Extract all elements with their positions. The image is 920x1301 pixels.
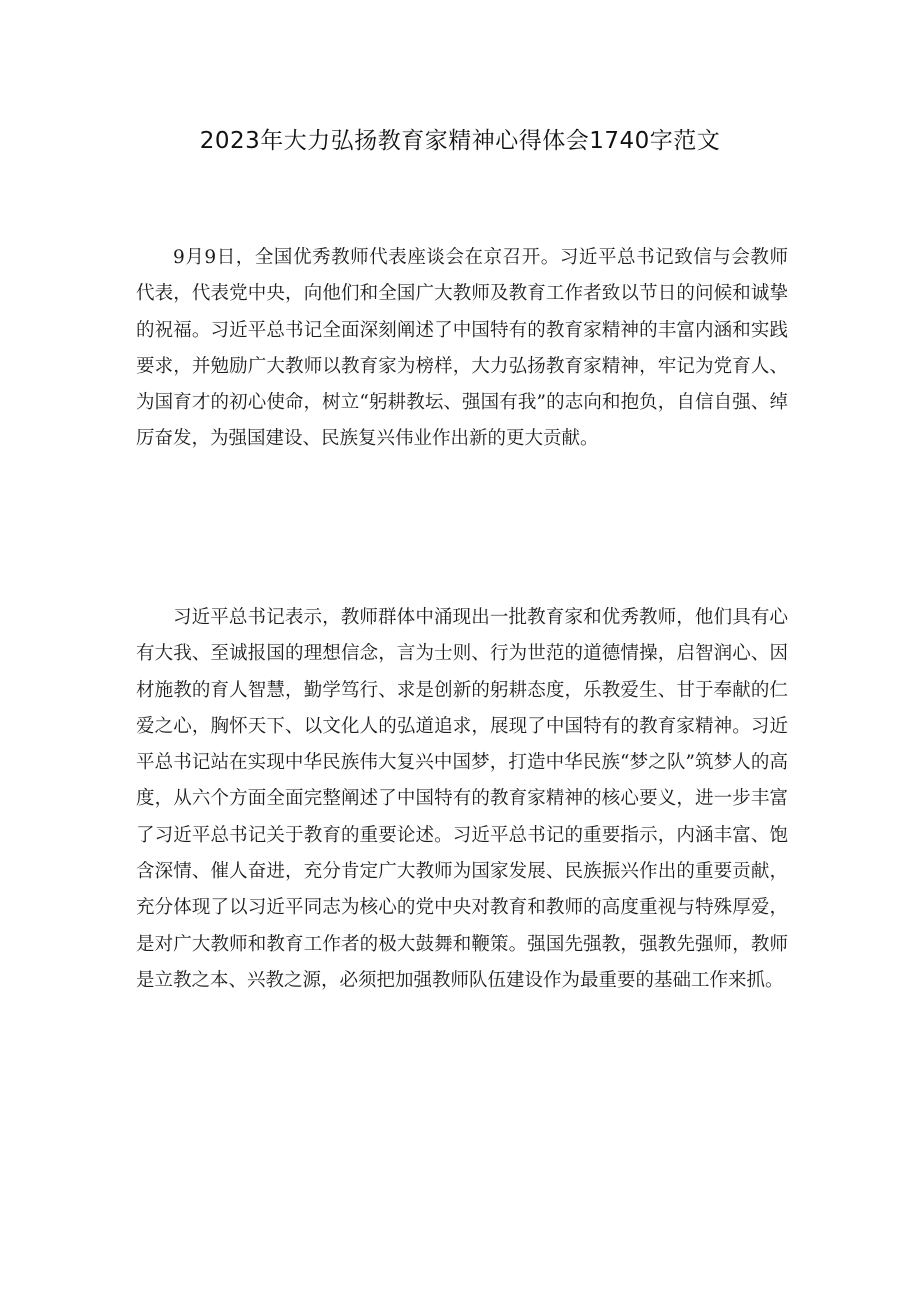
paragraph-1: 9月9日，全国优秀教师代表座谈会在京召开。习近平总书记致信与会教师代表，代表党中央，向他们和全国广大教师及教育工作者致以节日的问候和诚挚的祝福。习近平总书记全面深刻阐述了中国特有的教育家精神的丰富内涵和实践要求，并勉励广大教师以教育家为榜样，大力弘扬教育家精神，牢记为党育人、为国育才的初心使命，树立“躬耕教坛、强国有我”的志向和抱负，自信自强、绰厉奋发，为强国建设、民族复兴伟业作出新的更大贡献。 (136, 247, 788, 450)
document-title: 2023年大力弘扬教育家精神心得体会1740字范文 (199, 128, 721, 154)
paragraph-2: 习近平总书记表示，教师群体中涌现出一批教育家和优秀教师，他们具有心有大我、至诚报国的理想信念，言为士则、行为世范的道德情操，启智润心、因材施教的育人智慧，勤学笃行、求是创新的躬耕态度，乐教爱生、甘于奉献的仁爱之心，胸怀天下、以文化人的弘道追求，展现了中国特有的教育家精神。习近平总书记站在实现中华民族伟大复兴中国梦，打造中华民族“梦之队”筑梦人的高度，从六个方面全面完整阐述了中国特有的教育家精神的核心要义，进一步丰富了习近平总书记关于教育的重要论述。习近平总书记的重要指示，内涵丰富、饱含深情、催人奋进，充分肯定广大教师为国家发展、民族振兴作出的重要贡献，充分体现了以习近平同志为核心的党中央对教育和教师的高度重视与特殊厚爱，是对广大教师和教育工作者的极大鼓舞和鞭策。强国先强教，强教先强师，教师是立教之本、兴教之源，必须把加强教师队伍建设作为最重要的基础工作来抓。 (136, 607, 788, 991)
